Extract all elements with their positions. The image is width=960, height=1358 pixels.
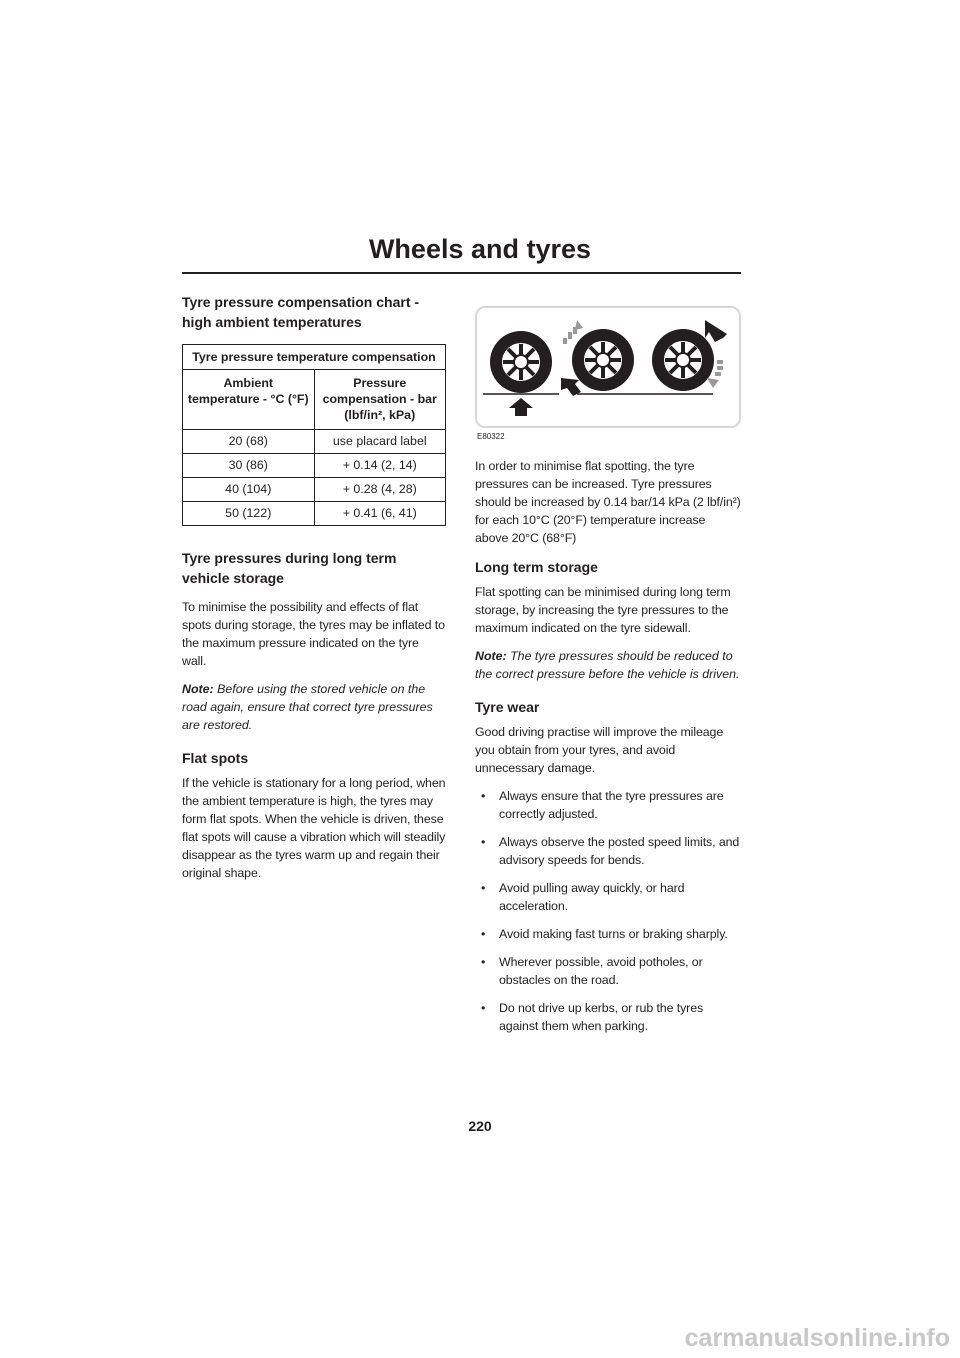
list-item xyxy=(475,833,741,869)
long-term-storage-heading: Long term storage xyxy=(475,559,598,575)
tyre-icon xyxy=(572,329,634,391)
storage-note xyxy=(182,680,446,734)
list-item-text: Always observe the posted speed limits, and advisory speeds for bends. xyxy=(499,835,740,867)
tyre-wear-list xyxy=(475,787,741,1035)
list-item-text: Avoid making fast turns or braking sharply. xyxy=(499,927,728,941)
table-row xyxy=(183,430,446,454)
flat-spot-intro: In order to minimise flat spotting, the tyre pressures can be increased. Tyre pressures should be increased by 0.14 bar/14 kPa (2 lbf/in²) for each 10°C (20°F) temperature increase above 20°C (68°F) xyxy=(475,459,741,545)
list-item-text: Avoid pulling away quickly, or hard acceleration. xyxy=(499,881,685,913)
bullet-icon: • xyxy=(481,835,486,849)
table-caption: Tyre pressure temperature compensation xyxy=(183,345,446,370)
storage-heading: Tyre pressures during long term vehicle storage xyxy=(182,550,397,586)
table-cell: + 0.41 (6, 41) xyxy=(314,502,446,526)
page-number: 220 xyxy=(468,1118,492,1134)
list-item xyxy=(475,925,741,943)
up-arrow-icon xyxy=(509,398,533,416)
table-cell: 20 (68) xyxy=(183,430,315,454)
table-cell: 30 (86) xyxy=(183,454,315,478)
table-row xyxy=(183,454,446,478)
list-item xyxy=(475,999,741,1035)
long-term-storage-text: Flat spotting can be minimised during long term storage, by increasing the tyre pressures to the maximum indicated on the tyre sidewall. xyxy=(475,585,731,635)
right-column xyxy=(475,292,741,1045)
pressure-compensation-table xyxy=(182,344,446,526)
table-header-pressure: Pressure compensation - bar (lbf/in², kPa) xyxy=(314,370,446,430)
list-item xyxy=(475,787,741,823)
tyre-diagram-svg xyxy=(477,308,739,426)
table-cell: + 0.28 (4, 28) xyxy=(314,478,446,502)
bullet-icon: • xyxy=(481,789,486,803)
list-item xyxy=(475,879,741,915)
tyre-icon xyxy=(490,331,552,393)
tyre-illustration xyxy=(475,306,741,428)
note-label: Note: xyxy=(475,649,507,663)
tyre-wear-text: Good driving practise will improve the mileage you obtain from your tyres, and avoid unnecessary damage. xyxy=(475,725,724,775)
left-column xyxy=(182,292,446,892)
table-cell: use placard label xyxy=(314,430,446,454)
push-arrow-icon xyxy=(561,378,581,396)
tyre-icon xyxy=(652,329,714,391)
list-item xyxy=(475,953,741,989)
flat-spots-heading: Flat spots xyxy=(182,750,249,766)
note-text: Before using the stored vehicle on the road again, ensure that correct tyre pressures are restored. xyxy=(182,682,433,732)
watermark[interactable]: carmanualsonline.info xyxy=(684,1324,950,1352)
table-row xyxy=(183,502,446,526)
title-divider xyxy=(182,272,741,274)
table-cell: + 0.14 (2, 14) xyxy=(314,454,446,478)
flat-spots-text: If the vehicle is stationary for a long period, when the ambient temperature is high, the tyres may form flat spots. When the vehicle is driven, these flat spots will cause a vibration which will steadily disappear as the tyres warm up and regain their original shape. xyxy=(182,776,446,880)
bullet-icon: • xyxy=(481,955,486,969)
table-cell: 50 (122) xyxy=(183,502,315,526)
long-term-storage-note xyxy=(475,647,741,683)
note-label: Note: xyxy=(182,682,214,696)
figure-id: E80322 xyxy=(477,432,505,441)
note-text: The tyre pressures should be reduced to the correct pressure before the vehicle is driven. xyxy=(475,649,740,681)
tyre-wear-heading: Tyre wear xyxy=(475,699,540,715)
bullet-icon: • xyxy=(481,881,486,895)
page-title: Wheels and tyres xyxy=(368,234,592,264)
table-header-temperature: Ambient temperature - °C (°F) xyxy=(183,370,315,430)
storage-text: To minimise the possibility and effects of flat spots during storage, the tyres may be inflated to the maximum pressure indicated on the tyre wall. xyxy=(182,600,445,668)
list-item-text: Always ensure that the tyre pressures are correctly adjusted. xyxy=(499,789,724,821)
list-item-text: Do not drive up kerbs, or rub the tyres against them when parking. xyxy=(499,1001,704,1033)
push-arrow-icon xyxy=(705,320,727,342)
table-cell: 40 (104) xyxy=(183,478,315,502)
list-item-text: Wherever possible, avoid potholes, or obstacles on the road. xyxy=(499,955,703,987)
bullet-icon: • xyxy=(481,927,486,941)
bullet-icon: • xyxy=(481,1001,486,1015)
chart-heading: Tyre pressure compensation chart - high ambient temperatures xyxy=(182,294,420,330)
table-row xyxy=(183,478,446,502)
